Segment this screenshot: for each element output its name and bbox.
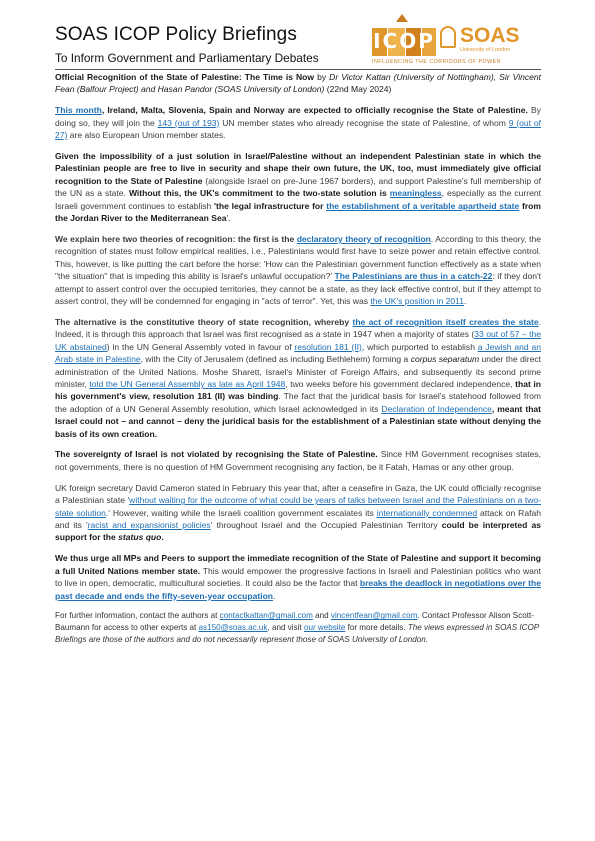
email-link-kattan[interactable]: contactkattan@gmail.com <box>219 611 313 621</box>
link-sharett-un-ga[interactable]: told the UN General Assembly as late as April 1948 <box>89 378 286 389</box>
link-9-of-27[interactable]: 9 (out of 27) <box>55 117 541 141</box>
icop-soas-logo <box>370 14 545 64</box>
soas-emblem-icon <box>440 26 456 48</box>
link-this-month[interactable]: This month <box>55 105 102 116</box>
link-internationally-condemned[interactable]: internationally condemned <box>376 507 478 518</box>
soas-logo-text: SOAS <box>460 24 520 47</box>
soas-logo-subtext: University of London <box>460 47 511 53</box>
briefing-body <box>55 71 541 646</box>
link-breaks-deadlock[interactable]: breaks the deadlock in negotiations over the past decade and ends the fifty-seven-year occupation <box>55 578 541 601</box>
paragraph-3: We explain here two theories of recognition: the first is the declaratory theory of recognition. According to this theory, the recognition of states must follow empirical realities, i.e., Palestinians would first have to seize power and retain effective control. This, however, is like putting the cart before the horse: 'How can the Palestinian government function effectively as a state when "the situation" that is impeding this ability is Israel's unlawful occupation?' The Palestinians are thus in a catch-22: if they don't attempt to assert control over the occupied territories, they cannot be a state, as they lack effective control, but if they attempt to assert control, they will be condemned for engaging in "acts of terror". Yet, this was the UK's position in 2011. <box>55 233 541 306</box>
link-meaningless[interactable]: meaningless <box>389 188 442 199</box>
header-divider <box>55 69 541 70</box>
paragraph-2: Given the impossibility of a just solution in Israel/Palestine without an independent Palestinian state in which the Palestinian people are free to live in security and shape their own future, the UK, too, must immediately give official recognition to the State of Palestine (alongside Israel on pre-June 1967 borders), and support Palestine's full membership of the UN as a state. Without this, the UK's commitment to the two-state solution is meaningless, especially as the current Israeli government continues to establish 'the legal infrastructure for the establishment of a veritable apartheid state from the Jordan River to the Mediterranean Sea'. <box>55 151 542 224</box>
footer-contact: For further information, contact the authors at contactkattan@gmail.com and vincentfean@gmail.com. Contact Professor Alison Scott-Baumann for access to other experts at as150@soas.ac.uk, and visit our website for more details. The views expressed in SOAS ICOP Briefings are those of the authors and do not necessarily represent those of SOAS University of London. <box>55 611 539 645</box>
link-resolution-181[interactable]: resolution 181 (II) <box>294 341 362 352</box>
paragraph-6: UK foreign secretary David Cameron stated in February this year that, after a ceasefire in Gaza, the UK could officially recognise a Palestinian state 'without waiting for the outcome of what could be years of talks between Israel and the Palestinians on a two-state solution.' However, waiting while the Israeli coalition government escalates its internationally condemned attack on Rafah and its 'racist and expansionist policies' throughout Israel and the Occupied Palestinian Territory could be interpreted as support for the status quo. <box>55 482 541 543</box>
link-cameron-quote[interactable]: without waiting for the outcome of what could be years of talks between Israel and the Palestinians on a two-state solution <box>55 495 541 518</box>
icop-logo <box>372 22 436 56</box>
icop-logo-text: ICOP <box>373 29 435 53</box>
link-racist-expansionist-policies[interactable]: racist and expansionist policies <box>87 520 211 530</box>
briefing-title: Official Recognition of the State of Palestine: The Time is Now <box>55 72 315 82</box>
briefing-date: (22nd May 2024) <box>324 84 392 95</box>
disclaimer: The views expressed in SOAS ICOP Briefings are those of the authors and do not necessarily represent those of SOAS University of London. <box>55 623 539 645</box>
link-uk-position-2011[interactable]: the UK's position in 2011 <box>370 296 465 306</box>
briefing-series-subtitle: To Inform Government and Parliamentary Debates <box>55 51 319 65</box>
link-catch-22[interactable]: The Palestinians are thus in a catch-22 <box>334 271 493 282</box>
tower-icon <box>396 14 408 22</box>
paragraph-4: The alternative is the constitutive theory of state recognition, whereby the act of recognition itself creates the state. Indeed, it is through this approach that Israel was first recognised as a state in 1947 when a majority of states (33 out of 57 – the UK abstained) in the UN General Assembly voted in favour of resolution 181 (II), which purported to establish a Jewish and an Arab state in Palestine, with the City of Jerusalem (defined as including Bethlehem) forming a corpus separatum under the direct administration of the United Nations. Moshe Sharett, Israel's Minister of Foreign Affairs, and subsequently its second prime minister, told the UN General Assembly as late as April 1948, two weeks before his government declared independence, that in his government's view, resolution 181 (II) was binding. The fact that the juridical basis for Israel's statehood followed from the adoption of a UN General Assembly resolution, which Israel acknowledged in its Declaration of Independence, meant that Israel could not – and cannot – deny the juridical basis for the establishment of a Palestinian state without denying the basis of its own creation. <box>55 316 542 439</box>
briefing-title-paragraph: Official Recognition of the State of Palestine: The Time is Now by Dr Victor Kattan (University of Nottingham), Sir Vincent Fean (Balfour Project) and Hasan Pandor (SOAS University of London) (22nd May 2024) <box>55 72 541 95</box>
paragraph-7: We thus urge all MPs and Peers to support the immediate recognition of the State of Palestine and support it becoming a full United Nations member state. This would empower the progressive factions in Israeli and Palestinian politics who want to live in open, democratic, multicultural societies. It could also be the factor that breaks the deadlock in negotiations over the past decade and ends the fifty-seven-year occupation. <box>55 553 541 601</box>
link-143-of-193[interactable]: 143 (out of 193) <box>157 117 220 128</box>
paragraph-1: This month, Ireland, Malta, Slovenia, Spain and Norway are expected to officially recognise the State of Palestine. By doing so, they will join the 143 (out of 193) UN member states who already recognise the state of Palestine, of whom 9 (out of 27) are also European Union member states. <box>55 105 541 141</box>
link-apartheid-state[interactable]: the establishment of a veritable apartheid state <box>326 200 520 211</box>
logo-tagline: INFLUENCING THE CORRIDORS OF POWER <box>372 59 502 65</box>
link-jewish-arab-state[interactable]: a Jewish and an Arab state in Palestine <box>55 341 541 365</box>
link-declaratory-theory[interactable]: declaratory theory of recognition <box>296 233 431 244</box>
website-link[interactable]: our website <box>303 623 346 633</box>
email-link-scott-baumann[interactable]: as150@soas.ac.uk <box>198 623 268 633</box>
link-33-of-57[interactable]: 33 out of 57 – the UK abstained <box>55 329 541 352</box>
email-link-fean[interactable]: vincentfean@gmail.com <box>330 611 418 621</box>
briefing-authors: Dr Victor Kattan (University of Nottingham), Sir Vincent Fean (Balfour Project) and Hasan Pandor (SOAS University of London) <box>55 72 541 95</box>
paragraph-5: The sovereignty of Israel is not violated by recognising the State of Palestine. Since HM Government recognises states, not governments, there is no question of HM Government recognising any faction, be it Fatah, Hamas or any other group. <box>55 449 541 472</box>
briefing-series-title: SOAS ICOP Policy Briefings <box>55 24 297 45</box>
link-act-of-recognition[interactable]: the act of recognition itself creates the state <box>352 316 539 327</box>
link-declaration-of-independence[interactable]: Declaration of Independence <box>381 403 492 414</box>
